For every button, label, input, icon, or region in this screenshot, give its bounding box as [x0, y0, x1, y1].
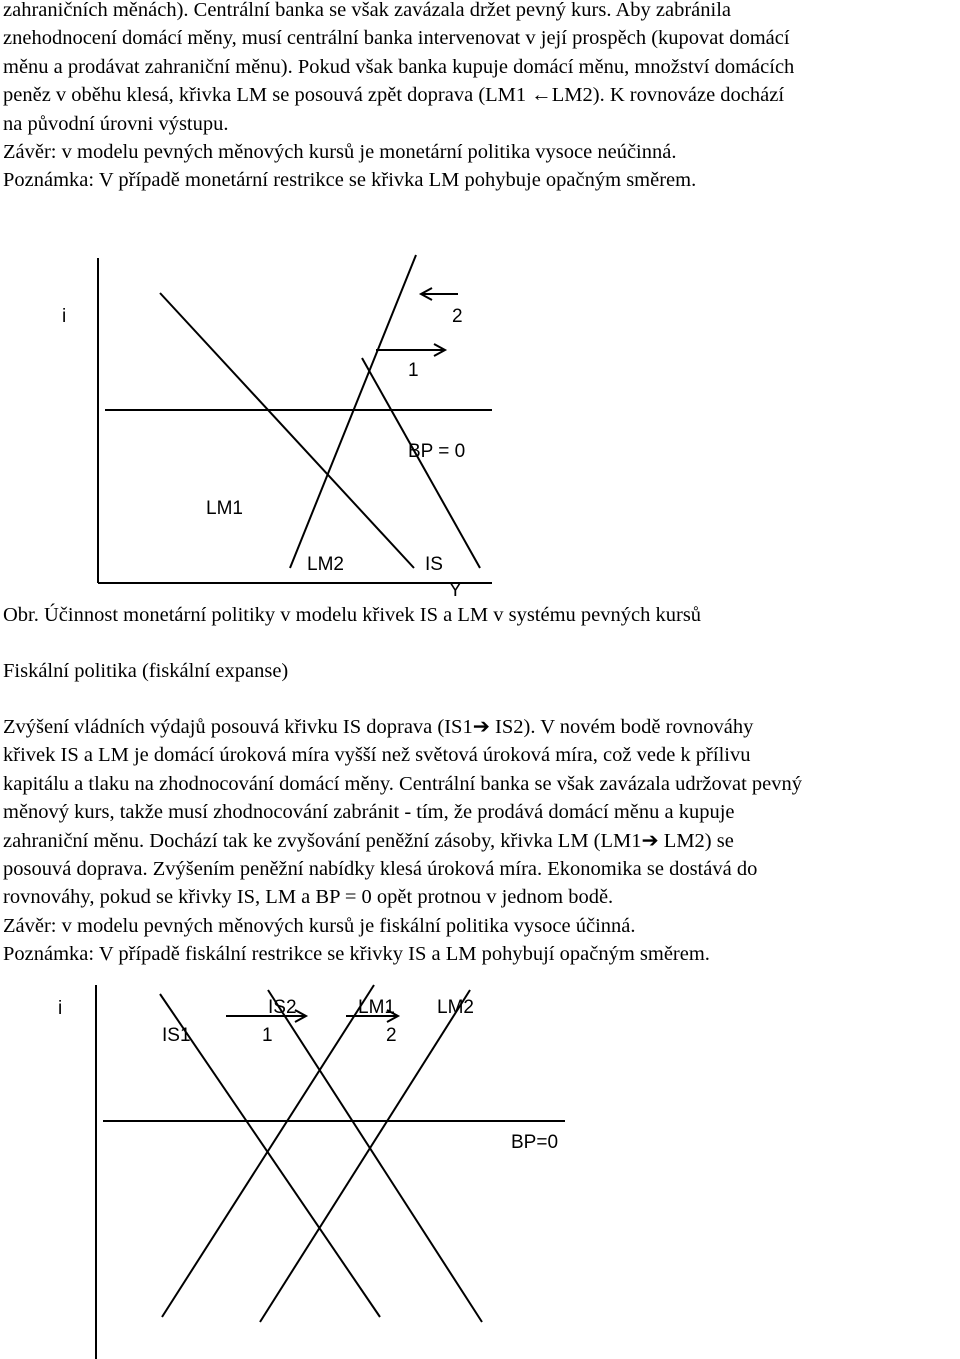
text-line: posouvá doprava. Zvýšením peněžní nabídky klesá úroková míra. Ekonomika se dostává do	[3, 858, 758, 881]
marker-2-label: 2	[452, 306, 463, 327]
lm2-label: LM2	[307, 554, 344, 575]
section-heading: Fiskální politika (fiskální expanse)	[3, 660, 289, 682]
lm2-label: LM2	[437, 997, 474, 1018]
text-line: zahraničních měnách). Centrální banka se však zavázala držet pevný kurs. Aby zabránila	[3, 0, 731, 21]
lm1-curve	[160, 293, 414, 568]
paragraph-monetary-conclusion	[3, 0, 957, 195]
paragraph-fiscal-policy	[3, 713, 957, 969]
marker-1-label: 1	[408, 360, 419, 381]
axis-label-i: i	[58, 998, 63, 1019]
figure-monetary-policy-diagram	[0, 250, 960, 601]
text-line: Závěr: v modelu pevných měnových kursů je fiskální politika vysoce účinná.	[3, 914, 636, 937]
marker-1-label: 1	[262, 1025, 273, 1046]
lm2-curve	[290, 255, 416, 568]
figure-fiscal-policy-diagram	[0, 980, 960, 1359]
text-line: rovnováhy, pokud se křivky IS, LM a BP = 0 opět protnou v jednom bodě.	[3, 886, 614, 909]
text-line: peněz v oběhu klesá, křivka LM se posouvá zpět doprava (LM1 ←LM2). K rovnováze dochází	[3, 84, 785, 107]
is1-label: IS1	[162, 1025, 191, 1046]
text-line: Závěr: v modelu pevných měnových kursů je monetární politika vysoce neúčinná.	[3, 141, 677, 164]
text-line: Poznámka: V případě fiskální restrikce se křivky IS a LM pohybují opačným směrem.	[3, 943, 710, 966]
text-line: kapitálu a tlaku na zhodnocování domácí měny. Centrální banka se však zavázala udržovat pevný	[3, 772, 803, 795]
text-line: na původní úrovni výstupu.	[3, 112, 229, 135]
is2-curve	[268, 990, 482, 1322]
text-line: Zvýšení vládních výdajů posouvá křivku IS doprava (IS1➔ IS2). V novém bodě rovnováhy	[3, 716, 754, 738]
text-line: křivek IS a LM je domácí úroková míra vyšší než světová úroková míra, což vede k přílivu	[3, 744, 751, 767]
bp-label: BP=0	[511, 1132, 559, 1153]
axis-label-y: Y	[449, 580, 462, 601]
figure-caption: Obr. Účinnost monetární politiky v modelu křivek IS a LM v systému pevných kursů	[3, 604, 702, 626]
text-line: měnový kurs, takže musí zhodnocování zabránit - tím, že prodává domácí měnu a kupuje	[3, 801, 735, 824]
is2-label: IS2	[268, 997, 297, 1018]
text-line: Poznámka: V případě monetární restrikce se křivka LM pohybuje opačným směrem.	[3, 169, 697, 192]
text-line: zahraniční měnu. Dochází tak ke zvyšování peněžní zásoby, křivka LM (LM1➔ LM2) se	[3, 829, 734, 852]
is-label: IS	[425, 554, 443, 575]
lm1-label: LM1	[358, 997, 395, 1018]
bp-label: BP = 0	[408, 441, 466, 462]
text-line: znehodnocení domácí měny, musí centrální banka intervenovat v její prospěch (kupovat domácí	[3, 27, 790, 50]
is-curve	[362, 358, 480, 568]
text-line: měnu a prodávat zahraniční měnu). Pokud však banka kupuje domácí měnu, množství domácích	[3, 55, 795, 78]
lm1-label: LM1	[206, 498, 243, 519]
marker-2-label: 2	[386, 1025, 397, 1046]
axis-label-i: i	[62, 306, 67, 327]
lm2-curve	[260, 990, 470, 1322]
